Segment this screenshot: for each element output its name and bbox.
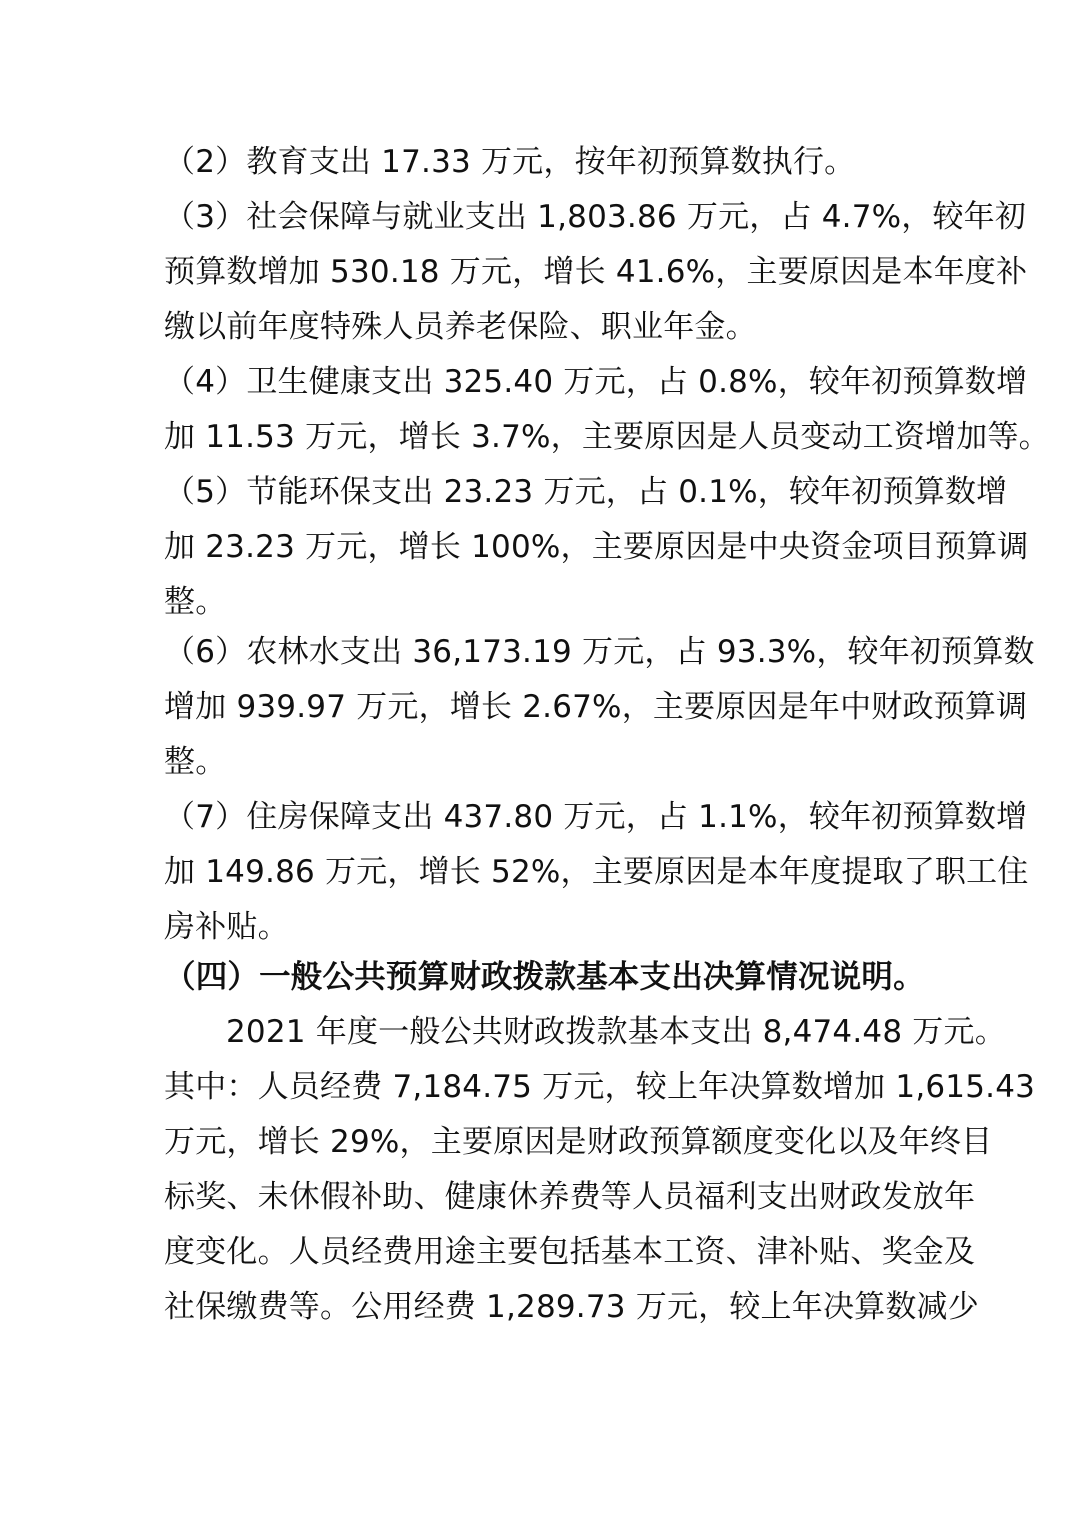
paragraph-line: 增加 939.97 万元，增长 2.67%，主要原因是年中财政预算调 <box>164 689 1028 725</box>
paragraph-line: 加 11.53 万元，增长 3.7%，主要原因是人员变动工资增加等。 <box>164 419 1050 455</box>
paragraph-line: 度变化。人员经费用途主要包括基本工资、津补贴、奖金及 <box>164 1234 976 1270</box>
paragraph-line: 标奖、未休假补助、健康休养费等人员福利支出财政发放年 <box>164 1179 976 1215</box>
paragraph-line: （7）住房保障支出 437.80 万元，占 1.1%，较年初预算数增 <box>164 799 1028 835</box>
paragraph-line: 整。 <box>164 744 227 780</box>
section-heading: （四）一般公共预算财政拨款基本支出决算情况说明。 <box>164 959 925 995</box>
paragraph-line: 房补贴。 <box>164 909 289 945</box>
paragraph-line: （2）教育支出 17.33 万元，按年初预算数执行。 <box>164 144 856 180</box>
paragraph-line: 预算数增加 530.18 万元，增长 41.6%，主要原因是本年度补 <box>164 254 1028 290</box>
paragraph-line: 万元，增长 29%，主要原因是财政预算额度变化以及年终目 <box>164 1124 993 1160</box>
paragraph-line: 社保缴费等。公用经费 1,289.73 万元，较上年决算数减少 <box>164 1289 979 1325</box>
paragraph-line: （5）节能环保支出 23.23 万元，占 0.1%，较年初预算数增 <box>164 474 1008 510</box>
paragraph-line: （3）社会保障与就业支出 1,803.86 万元，占 4.7%，较年初 <box>164 199 1027 235</box>
paragraph-line: 缴以前年度特殊人员养老保险、职业年金。 <box>164 309 757 345</box>
paragraph-line: （6）农林水支出 36,173.19 万元，占 93.3%，较年初预算数 <box>164 634 1035 670</box>
paragraph-line: 整。 <box>164 584 227 620</box>
paragraph-line: （4）卫生健康支出 325.40 万元，占 0.8%，较年初预算数增 <box>164 364 1028 400</box>
paragraph-line: 其中：人员经费 7,184.75 万元，较上年决算数增加 1,615.43 <box>164 1069 1036 1105</box>
paragraph-line: 2021 年度一般公共财政拨款基本支出 8,474.48 万元。 <box>226 1014 1006 1050</box>
paragraph-line: 加 149.86 万元，增长 52%，主要原因是本年度提取了职工住 <box>164 854 1029 890</box>
paragraph-line: 加 23.23 万元，增长 100%，主要原因是中央资金项目预算调 <box>164 529 1029 565</box>
